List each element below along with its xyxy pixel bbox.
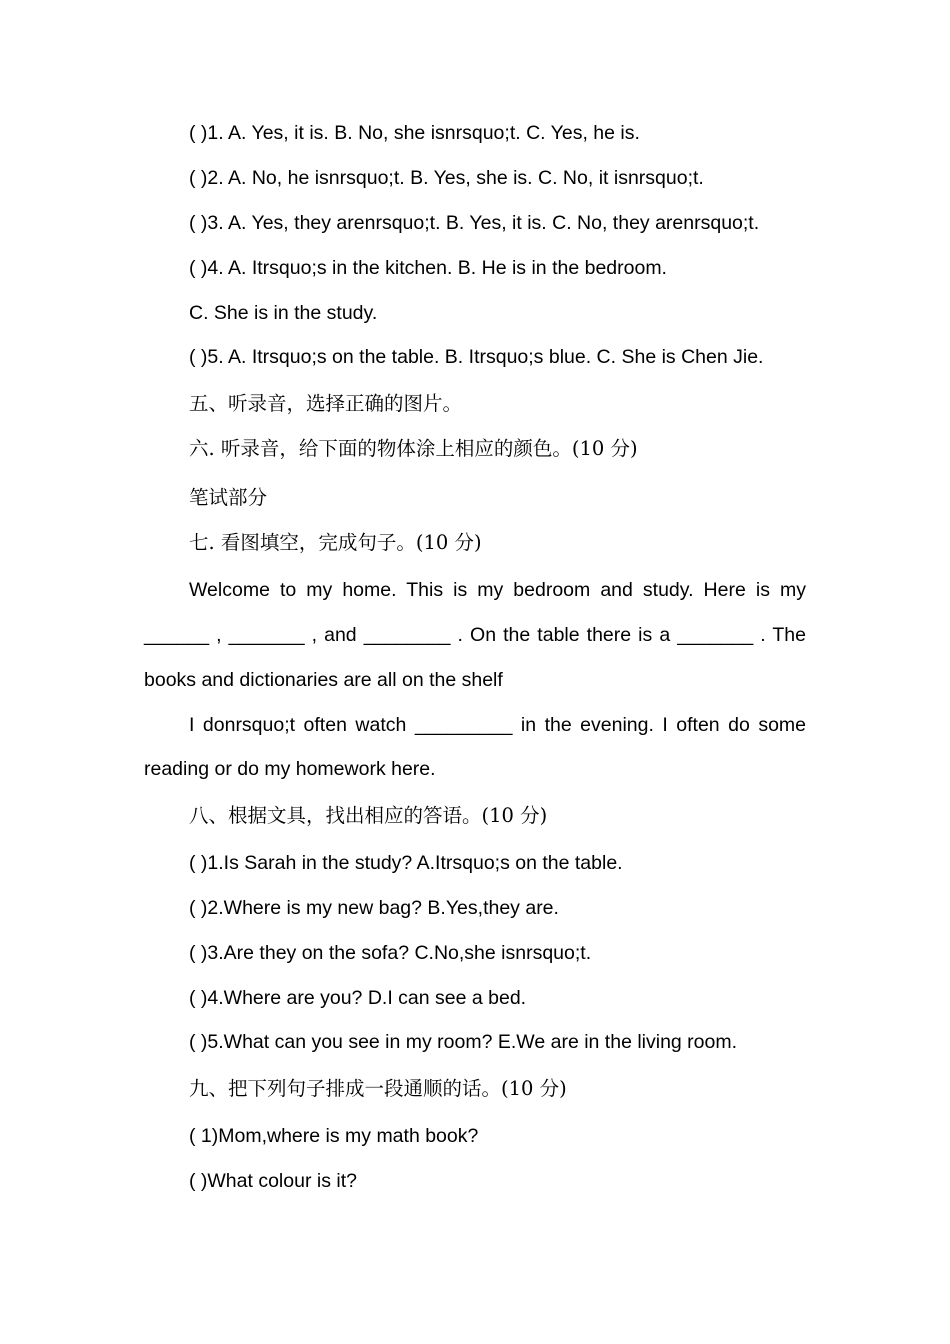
passage-line-4: I donrsquo;t often watch _________ in the evening. I often do some bbox=[189, 714, 806, 736]
passage-line-1: Welcome to my home. This is my bedroom and study. Here is my bbox=[189, 579, 806, 601]
listening-q1: ( )1. A. Yes, it is. B. No, she isnrsquo;t. C. Yes, he is. bbox=[189, 122, 640, 144]
listening-q5: ( )5. A. Itrsquo;s on the table. B. Itrsquo;s blue. C. She is Chen Jie. bbox=[189, 346, 764, 368]
passage-line-3: books and dictionaries are all on the shelf bbox=[144, 669, 503, 691]
passage-line-5: reading or do my homework here. bbox=[144, 758, 436, 780]
match-q1: ( )1.Is Sarah in the study? A.Itrsquo;s on the table. bbox=[189, 852, 623, 874]
listening-q2: ( )2. A. No, he isnrsquo;t. B. Yes, she is. C. No, it isnrsquo;t. bbox=[189, 167, 704, 189]
listening-q4-option-c: C. She is in the study. bbox=[189, 302, 378, 324]
match-q3: ( )3.Are they on the sofa? C.No,she isnrsquo;t. bbox=[189, 942, 592, 964]
section-5-heading: 五、听录音，选择正确的图片。 bbox=[189, 392, 463, 415]
passage-line-2: ______ , _______ , and ________ . On the table there is a _______ . The bbox=[144, 624, 806, 646]
section-9-heading: 九、把下列句子排成一段通顺的话。(10 分) bbox=[189, 1077, 567, 1100]
match-q4: ( )4.Where are you? D.I can see a bed. bbox=[189, 987, 527, 1009]
section-8-heading: 八、根据文具，找出相应的答语。(10 分) bbox=[189, 804, 548, 827]
section-7-heading: 七. 看图填空，完成句子。(10 分) bbox=[189, 531, 482, 554]
written-part-heading: 笔试部分 bbox=[189, 486, 268, 509]
section-6-heading: 六. 听录音，给下面的物体涂上相应的颜色。(10 分) bbox=[189, 437, 638, 460]
match-q2: ( )2.Where is my new bag? B.Yes,they are. bbox=[189, 897, 559, 919]
order-sentence-1: ( 1)Mom,where is my math book? bbox=[189, 1125, 479, 1147]
match-q5: ( )5.What can you see in my room? E.We are in the living room. bbox=[189, 1031, 738, 1053]
order-sentence-2: ( )What colour is it? bbox=[189, 1170, 357, 1192]
listening-q4: ( )4. A. Itrsquo;s in the kitchen. B. He is in the bedroom. bbox=[189, 257, 667, 279]
listening-q3: ( )3. A. Yes, they arenrsquo;t. B. Yes, it is. C. No, they arenrsquo;t. bbox=[189, 212, 760, 234]
